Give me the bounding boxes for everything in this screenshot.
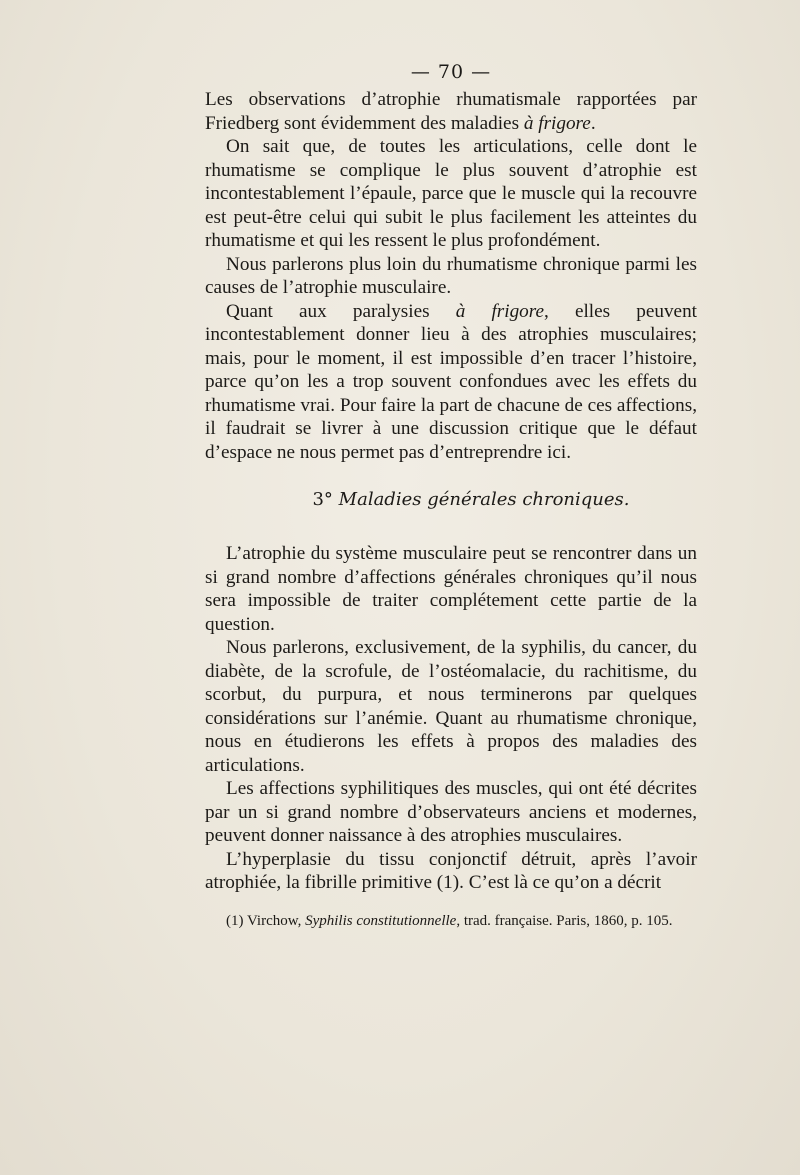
section-title: Maladies générales chroniques. — [338, 489, 630, 510]
footnote — [205, 911, 697, 932]
paragraph — [205, 253, 697, 300]
paragraph — [205, 88, 697, 135]
footnote-text: , trad. française. Paris, 1860, p. 105. — [456, 912, 673, 929]
paragraph-text: Quant aux paralysies — [226, 300, 456, 322]
section-number: 3° — [312, 489, 333, 510]
page-number: — 70 — — [410, 61, 492, 83]
book-page — [205, 60, 697, 932]
paragraph: Nous parlerons, exclusivement, de la syphilis, du cancer, du diabète, de la scrofule, de l’ostéomalacie, du rachitisme, du scorbut, du purpura, et nous terminerons par quelques considérations sur l’anémie. Quant au rhumatisme chronique, nous en étudierons les effets à propos des maladies des articulations. — [205, 637, 697, 776]
italic-term: à frigore — [523, 112, 591, 134]
paragraph: L’hyperplasie du tissu conjonctif détruit, après l’avoir atrophiée, la fibrille primitive (1). C’est là ce qu’on a décrit — [205, 848, 697, 893]
paragraph — [205, 135, 697, 253]
paragraph: Les affections syphilitiques des muscles, qui ont été décrites par un si grand nombre d’observateurs anciens et modernes, peuvent donner naissance à des atrophies musculaires. — [205, 778, 697, 846]
footnote-title: Syphilis constitutionnelle — [305, 912, 457, 929]
body-text-bottom — [205, 542, 697, 895]
paragraph-text: Les observations d’atrophie rhumatismale rapportées par Friedberg sont évidemment des maladies — [205, 89, 697, 134]
paragraph-text: Nous parlerons plus loin du rhumatisme chronique parmi les causes de l’atrophie musculaire. — [205, 253, 697, 298]
body-text-top — [205, 88, 697, 464]
paragraph — [205, 300, 697, 465]
section-heading — [205, 488, 697, 512]
paragraph-text: On sait que, de toutes les articulations, celle dont le rhumatisme se complique le plus souvent d’atrophie est incontestablement l’épaule, parce que le muscle qui la recouvre est peut-être celui qui subit le plus facilement les atteintes du rhumatisme et qui les ressent le plus profondément. — [205, 136, 697, 251]
footnote-text: (1) Virchow, — [226, 912, 306, 929]
paragraph-text: , elles peuvent incontestablement donner lieu à des atrophies musculaires; mais, pour le moment, il est impossible d’en tracer l’histoire, parce qu’on les a trop souvent confondues avec les effets du rhumatisme vrai. Pour faire la part de chacune de ces affections, il faudrait se livrer à une discussion critique que le défaut d’espace ne nous permet pas d’entreprendre ici. — [205, 300, 697, 463]
paragraph-text: . — [590, 112, 596, 134]
italic-term: à frigore — [455, 300, 545, 322]
paragraph: L’atrophie du système musculaire peut se rencontrer dans un si grand nombre d’affections générales chroniques qu’il nous sera impossible de traiter complétement cette partie de la question. — [205, 543, 697, 635]
footnote-spacer — [205, 895, 697, 911]
